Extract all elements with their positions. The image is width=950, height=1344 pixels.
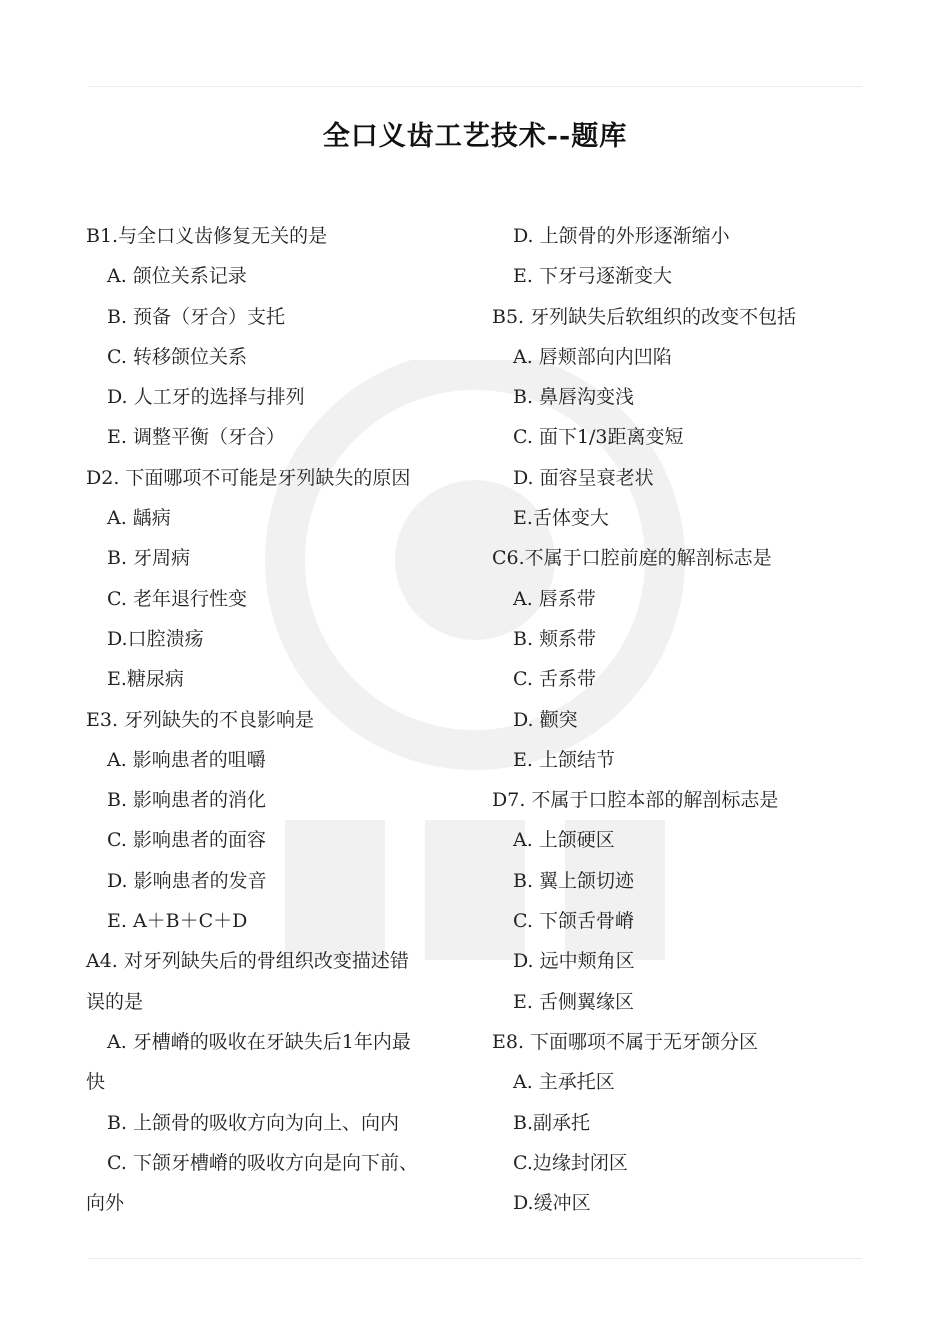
answer-option: B. 鼻唇沟变浅	[513, 386, 635, 409]
answer-option: E. 舌侧翼缘区	[513, 990, 634, 1013]
answer-option: B. 预备（牙合）支托	[107, 305, 286, 328]
question-text-line: E3. 牙列缺失的不良影响是	[86, 708, 315, 731]
answer-option: D. 上颌骨的外形逐渐缩小	[513, 225, 730, 247]
question-text-line: C6.不属于口腔前庭的解剖标志是	[492, 547, 772, 570]
answer-option: C. 面下1/3距离变短	[513, 426, 684, 449]
answer-option: E. 下牙弓逐渐变大	[513, 265, 672, 288]
answer-option: E. 调整平衡（牙合）	[107, 426, 285, 449]
answer-option: D.缓冲区	[513, 1192, 591, 1215]
answer-option: A. 唇系带	[513, 587, 596, 610]
right-question-column	[492, 216, 872, 1223]
document-title: 全口义齿工艺技术--题库	[322, 121, 628, 152]
answer-option: D. 颧突	[513, 708, 578, 731]
answer-option: B. 翼上颌切迹	[513, 869, 635, 892]
answer-option: C. 下颌舌骨嵴	[513, 910, 634, 933]
answer-option: C. 下颌牙槽嵴的吸收方向是向下前、	[107, 1151, 418, 1174]
answer-option: D. 远中颊角区	[513, 950, 635, 973]
answer-option: C. 转移颌位关系	[107, 345, 247, 368]
question-text-line: A4. 对牙列缺失后的骨组织改变描述错	[86, 950, 409, 973]
answer-option: E. A＋B＋C＋D	[107, 910, 248, 933]
answer-option: C. 影响患者的面容	[107, 829, 266, 852]
question-text-line: E8. 下面哪项不属于无牙颌分区	[492, 1030, 759, 1053]
answer-option: A. 影响患者的咀嚼	[107, 748, 266, 771]
top-divider	[88, 86, 862, 87]
answer-option: C. 舌系带	[513, 668, 596, 691]
question-text-line: 快	[86, 1071, 106, 1094]
answer-option: A. 颌位关系记录	[107, 265, 247, 288]
answer-option: B. 上颌骨的吸收方向为向上、向内	[107, 1111, 400, 1134]
question-text-line: D2. 下面哪项不可能是牙列缺失的原因	[86, 466, 411, 489]
answer-option: D.口腔溃疡	[107, 627, 204, 650]
answer-option: D. 人工牙的选择与排列	[107, 386, 305, 409]
left-question-column	[86, 216, 456, 1223]
answer-option: D. 影响患者的发音	[107, 869, 267, 892]
answer-option: B.副承托	[513, 1111, 591, 1134]
question-text-line: 误的是	[86, 990, 144, 1013]
answer-option: E.舌体变大	[513, 507, 609, 530]
answer-option: B. 影响患者的消化	[107, 789, 267, 812]
bottom-divider	[88, 1258, 862, 1259]
answer-option: C. 老年退行性变	[107, 587, 247, 610]
question-text-line: 向外	[86, 1192, 125, 1215]
answer-option: D. 面容呈衰老状	[513, 466, 654, 489]
answer-option: A. 龋病	[107, 507, 171, 530]
answer-option: A. 牙槽嵴的吸收在牙缺失后1年内最	[107, 1030, 411, 1053]
answer-option: C.边缘封闭区	[513, 1151, 628, 1174]
answer-option: A. 上颌硬区	[513, 829, 615, 852]
answer-option: E.糖尿病	[107, 668, 184, 691]
question-text-line: B5. 牙列缺失后软组织的改变不包括	[492, 305, 797, 328]
question-text-line: D7. 不属于口腔本部的解剖标志是	[492, 789, 779, 812]
answer-option: A. 主承托区	[513, 1071, 615, 1094]
answer-option: B. 颊系带	[513, 627, 597, 650]
answer-option: B. 牙周病	[107, 547, 191, 570]
question-text-line: B1.与全口义齿修复无关的是	[86, 225, 328, 247]
answer-option: E. 上颌结节	[513, 748, 615, 771]
answer-option: A. 唇颊部向内凹陷	[513, 345, 672, 368]
